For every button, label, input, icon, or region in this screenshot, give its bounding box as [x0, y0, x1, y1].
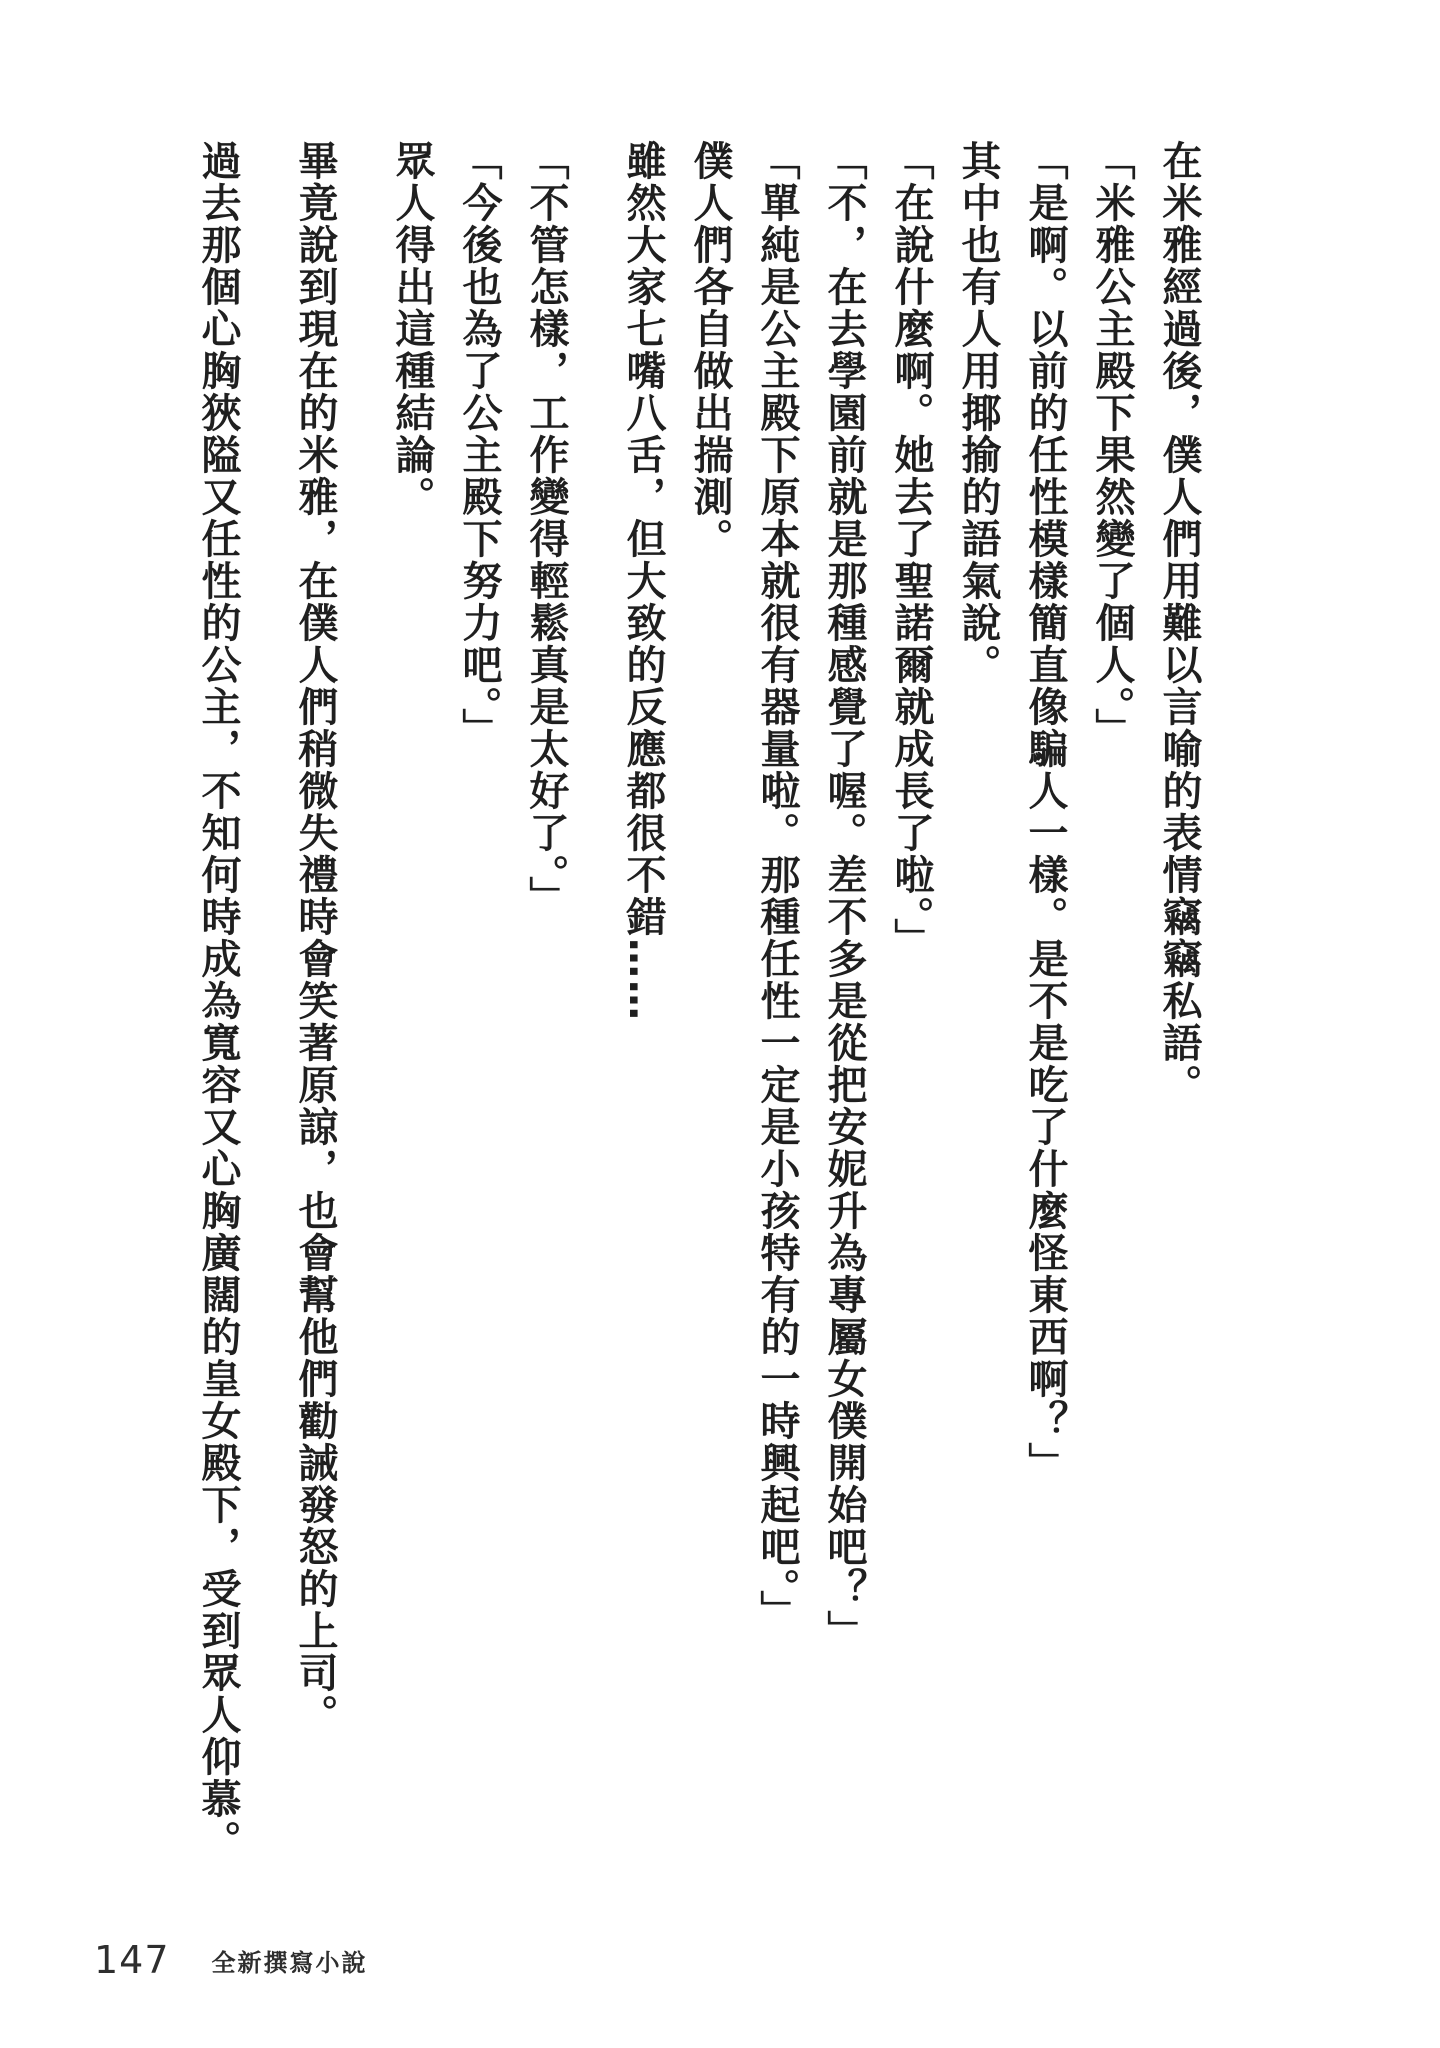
vertical-text-block: [184, 140, 1212, 1900]
text-column: 「不，在去學園前就是那種感覺了喔。差不多是從把安妮升為專屬女僕開始吧？」: [821, 140, 867, 1652]
text-column: 其中也有人用揶揄的語氣說。: [955, 140, 1001, 686]
text-column: 「是啊。以前的任性模樣簡直像騙人一樣。是不是吃了什麼怪東西啊？」: [1022, 140, 1068, 1484]
text-column: 畢竟說到現在的米雅，在僕人們稍微失禮時會笑著原諒，也會幫他們勸誡發怒的上司。: [292, 140, 338, 1736]
text-column: 「米雅公主殿下果然變了個人。」: [1089, 140, 1135, 750]
section-label: 全新撰寫小說: [211, 1948, 368, 1977]
text-column: 「單純是公主殿下原本就很有器量啦。那種任性一定是小孩特有的一時興起吧。」: [754, 140, 800, 1632]
text-column: 在米雅經過後，僕人們用難以言喻的表情竊竊私語。: [1156, 140, 1202, 1106]
text-column: 僕人們各自做出揣測。: [687, 140, 733, 560]
text-column: 「不管怎樣，工作變得輕鬆真是太好了。」: [523, 140, 569, 918]
text-column: 「在說什麼啊。她去了聖諾爾就成長了啦。」: [888, 140, 934, 960]
page-number: 147: [94, 1938, 170, 1982]
text-column: 眾人得出這種結論。: [389, 140, 435, 518]
text-column: 雖然大家七嘴八舌，但大致的反應都很不錯……: [620, 140, 666, 1022]
text-column: 「今後也為了公主殿下努力吧。」: [456, 140, 502, 750]
page-footer: [94, 1938, 368, 1982]
text-column: 過去那個心胸狹隘又任性的公主，不知何時成為寬容又心胸廣闊的皇女殿下，受到眾人仰慕。: [195, 140, 241, 1862]
